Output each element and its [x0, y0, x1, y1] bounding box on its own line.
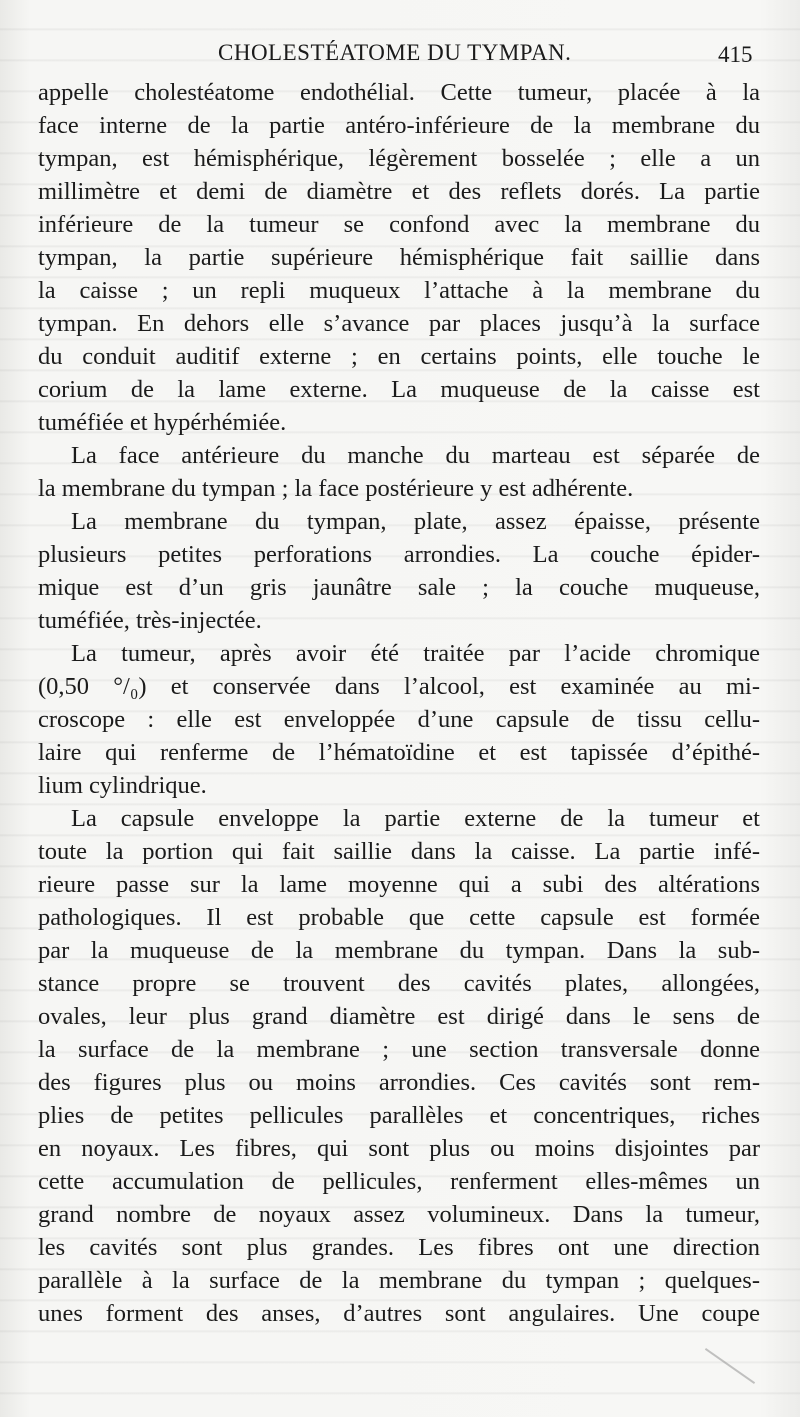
text-line: les cavités sont plus grandes. Les fibres ont une direction [38, 1234, 760, 1261]
page-number: 415 [718, 42, 753, 67]
text-line: tympan. En dehors elle s’avance par places jusqu’à la surface [38, 310, 760, 337]
text-line: la caisse ; un repli muqueux l’attache à la membrane du [38, 277, 760, 304]
text-line: mique est d’un gris jaunâtre sale ; la couche muqueuse, [38, 574, 760, 601]
text-line: lium cylindrique. [38, 772, 207, 799]
text-line: inférieure de la tumeur se confond avec la membrane du [38, 211, 760, 238]
body-text [38, 76, 760, 1330]
text-line: La face antérieure du manche du marteau est séparée de [71, 442, 760, 469]
text-line: face interne de la partie antéro-inférieure de la membrane du [38, 112, 760, 139]
text-line: toute la portion qui fait saillie dans la caisse. La partie infé- [38, 838, 760, 865]
text-line: plusieurs petites perforations arrondies. La couche épider- [38, 541, 760, 568]
text-line: la membrane du tympan ; la face postérieure y est adhérente. [38, 475, 634, 502]
text-line: la surface de la membrane ; une section transversale donne [38, 1036, 760, 1063]
text-line: des figures plus ou moins arrondies. Ces cavités sont rem- [38, 1069, 760, 1096]
text-line: laire qui renferme de l’hématoïdine et est tapissée d’épithé- [38, 739, 760, 766]
text-line: corium de la lame externe. La muqueuse de la caisse est [38, 376, 760, 403]
text-line: du conduit auditif externe ; en certains points, elle touche le [38, 343, 760, 370]
text-line: La tumeur, après avoir été traitée par l’acide chromique [71, 640, 760, 667]
page-corner-mark [705, 1348, 755, 1384]
text-line: en noyaux. Les fibres, qui sont plus ou moins disjointes par [38, 1135, 760, 1162]
text-line: millimètre et demi de diamètre et des reflets dorés. La partie [38, 178, 760, 205]
text-line: croscope : elle est enveloppée d’une capsule de tissu cellu- [38, 706, 760, 733]
text-line: parallèle à la surface de la membrane du tympan ; quelques- [38, 1267, 760, 1294]
text-line: La membrane du tympan, plate, assez épaisse, présente [71, 508, 760, 535]
text-line: stance propre se trouvent des cavités plates, allongées, [38, 970, 760, 997]
text-line: unes forment des anses, d’autres sont angulaires. Une coupe [38, 1300, 760, 1327]
running-title: CHOLESTÉATOME DU TYMPAN. [218, 40, 572, 65]
text-line: par la muqueuse de la membrane du tympan. Dans la sub- [38, 937, 760, 964]
text-line: La capsule enveloppe la partie externe de la tumeur et [71, 805, 760, 832]
text-line: ovales, leur plus grand diamètre est dirigé dans le sens de [38, 1003, 760, 1030]
text-line: appelle cholestéatome endothélial. Cette tumeur, placée à la [38, 79, 760, 106]
text-line: grand nombre de noyaux assez volumineux. Dans la tumeur, [38, 1201, 760, 1228]
text-line: rieure passe sur la lame moyenne qui a subi des altérations [38, 871, 760, 898]
text-line: pathologiques. Il est probable que cette capsule est formée [38, 904, 760, 931]
text-line: tympan, est hémisphérique, légèrement bosselée ; elle a un [38, 145, 760, 172]
text-line: plies de petites pellicules parallèles et concentriques, riches [38, 1102, 760, 1129]
running-head [0, 40, 800, 80]
text-line: tuméfiée et hypérhémiée. [38, 409, 287, 436]
text-line: tympan, la partie supérieure hémisphérique fait saillie dans [38, 244, 760, 271]
text-line: (0,50 °/₀) et conservée dans l’alcool, est examinée au mi- [38, 673, 760, 700]
text-line: cette accumulation de pellicules, renferment elles-mêmes un [38, 1168, 760, 1195]
text-line: tuméfiée, très-injectée. [38, 607, 262, 634]
